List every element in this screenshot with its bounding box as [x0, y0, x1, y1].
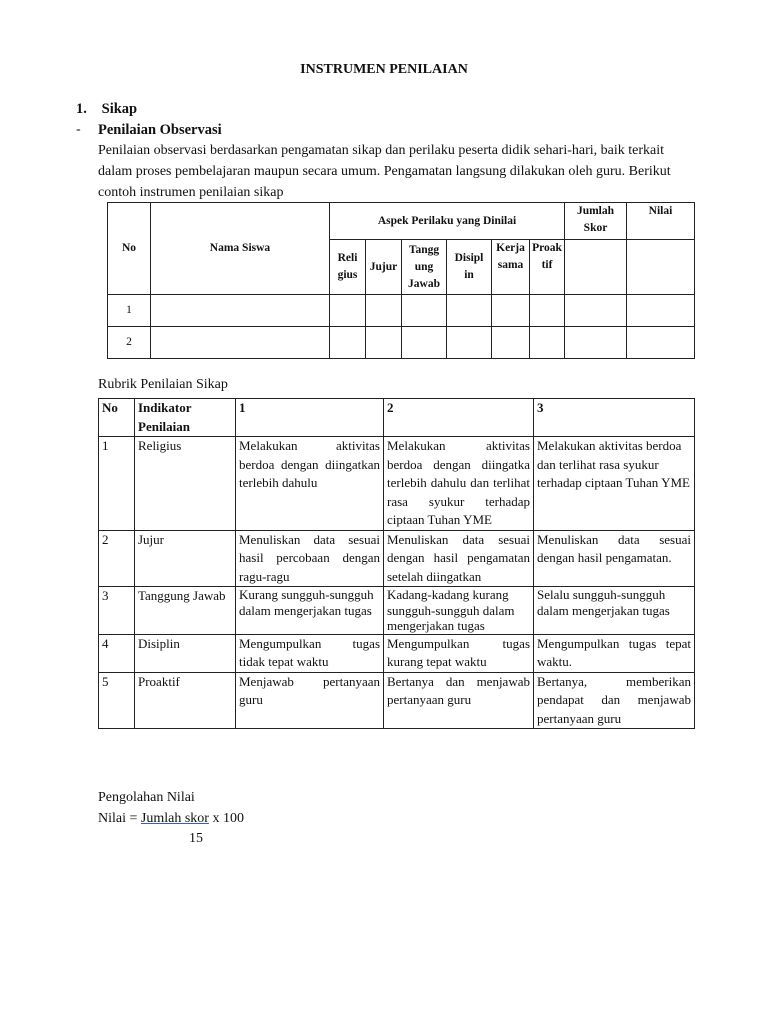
table-row: [108, 295, 695, 327]
rubric-score-2: Bertanya dan menjawab pertanyaan guru: [384, 672, 534, 729]
empty-cell: [447, 327, 492, 359]
rubric-header-indicator: Indikator Penilaian: [135, 399, 236, 437]
empty-cell: [366, 327, 402, 359]
table-row: [99, 437, 695, 531]
empty-cell: [565, 327, 627, 359]
empty-cell: [402, 295, 447, 327]
formula-suffix: x 100: [208, 811, 244, 826]
page-title: INSTRUMEN PENILAIAN: [300, 62, 468, 77]
table-row: [99, 530, 695, 587]
rubric-no: 3: [99, 587, 135, 635]
rubric-title: Rubrik Penilaian Sikap: [98, 377, 228, 392]
aspect-jujur: Jujur: [366, 240, 402, 295]
empty-cell: [151, 327, 330, 359]
col-aspect-header: Aspek Perilaku yang Dinilai: [330, 203, 565, 240]
rubric-score-2: Melakukan aktivitas berdoa dengan diingatka terlebih dahulu dan terlihat rasa syukur terhadap ciptaan Tuhan YME: [384, 437, 534, 531]
rubric-header-score-3: 3: [534, 399, 695, 437]
rubric-score-1: Menuliskan data sesuai hasil percobaan dengan ragu-ragu: [236, 530, 384, 587]
paragraph-line: dalam proses pembelajaran maupun secara umum. Pengamatan langsung dilakukan oleh guru. Berikut: [98, 164, 671, 179]
section-heading: [76, 101, 137, 118]
table-row: [99, 634, 695, 672]
empty-cell: [366, 295, 402, 327]
empty-cell: [565, 295, 627, 327]
rubric-indicator: Proaktif: [135, 672, 236, 729]
rubric-header-score-2: 2: [384, 399, 534, 437]
rubric-indicator: Disiplin: [135, 634, 236, 672]
col-total-header: Jumlah Skor: [565, 203, 627, 240]
empty-cell: [151, 295, 330, 327]
rubric-score-3: Mengumpulkan tugas tepat waktu.: [534, 634, 695, 672]
rubric-no: 2: [99, 530, 135, 587]
col-no-header: No: [108, 203, 151, 295]
empty-cell: [627, 327, 695, 359]
rubric-score-2: Kadang-kadang kurang sungguh-sungguh dalam mengerjakan tugas: [384, 587, 534, 635]
subsection-heading: Penilaian Observasi: [98, 122, 222, 138]
rubric-table: [98, 398, 695, 729]
rubric-indicator: Jujur: [135, 530, 236, 587]
rubric-no: 5: [99, 672, 135, 729]
paragraph-line: contoh instrumen penilaian sikap: [98, 185, 284, 200]
rubric-score-3: Menuliskan data sesuai dengan hasil pengamatan.: [534, 530, 695, 587]
aspect-religius: Reli gius: [330, 240, 366, 295]
row-number: 1: [108, 295, 151, 327]
formula-numerator: Jumlah skor: [140, 811, 209, 826]
col-name-header: Nama Siswa: [151, 203, 330, 295]
table-row: [99, 587, 695, 635]
subsection-bullet: -: [76, 122, 81, 137]
empty-cell: [402, 327, 447, 359]
table-row: [108, 327, 695, 359]
rubric-score-1: Melakukan aktivitas berdoa dengan diingatkan terlebih dahulu: [236, 437, 384, 531]
rubric-score-3: Bertanya, memberikan pendapat dan menjawab pertanyaan guru: [534, 672, 695, 729]
rubric-score-3: Melakukan aktivitas berdoa dan terlihat rasa syukur terhadap ciptaan Tuhan YME: [534, 437, 695, 531]
table-row: [99, 672, 695, 729]
empty-cell: [492, 295, 530, 327]
formula-line: [98, 811, 244, 827]
formula-denominator: 15: [189, 831, 203, 846]
rubric-score-2: Menuliskan data sesuai dengan hasil pengamatan setelah diingatkan: [384, 530, 534, 587]
rubric-no: 1: [99, 437, 135, 531]
rubric-header-no: No: [99, 399, 135, 437]
empty-cell: [330, 327, 366, 359]
rubric-score-1: Menjawab pertanyaan guru: [236, 672, 384, 729]
section-label: Sikap: [101, 101, 138, 117]
rubric-header-row: [99, 399, 695, 437]
aspect-proaktif: Proak tif: [530, 240, 565, 295]
rubric-indicator: Tanggung Jawab: [135, 587, 236, 635]
rubric-score-1: Mengumpulkan tugas tidak tepat waktu: [236, 634, 384, 672]
rubric-score-1: Kurang sungguh-sungguh dalam mengerjakan tugas: [236, 587, 384, 635]
rubric-indicator: Religius: [135, 437, 236, 531]
paragraph-line: Penilaian observasi berdasarkan pengamatan sikap dan perilaku peserta didik sehari-hari, baik terkait: [98, 143, 665, 158]
observation-table: [107, 202, 695, 359]
value-cell: [627, 240, 695, 295]
aspect-tanggung-jawab: Tangg ung Jawab: [402, 240, 447, 295]
total-cell: [565, 240, 627, 295]
aspect-disiplin: Disipl in: [447, 240, 492, 295]
rubric-score-2: Mengumpulkan tugas kurang tepat waktu: [384, 634, 534, 672]
aspect-kerjasama: Kerja sama: [492, 240, 530, 295]
processing-heading: Pengolahan Nilai: [98, 790, 195, 805]
rubric-score-3: Selalu sungguh-sungguh dalam mengerjakan tugas: [534, 587, 695, 635]
rubric-no: 4: [99, 634, 135, 672]
empty-cell: [492, 327, 530, 359]
intro-paragraph: [98, 140, 710, 203]
empty-cell: [530, 295, 565, 327]
empty-cell: [447, 295, 492, 327]
formula-prefix: Nilai =: [98, 811, 141, 826]
rubric-header-score-1: 1: [236, 399, 384, 437]
col-value-header: Nilai: [627, 203, 695, 240]
empty-cell: [627, 295, 695, 327]
empty-cell: [330, 295, 366, 327]
row-number: 2: [108, 327, 151, 359]
section-number: 1.: [76, 101, 87, 117]
empty-cell: [530, 327, 565, 359]
